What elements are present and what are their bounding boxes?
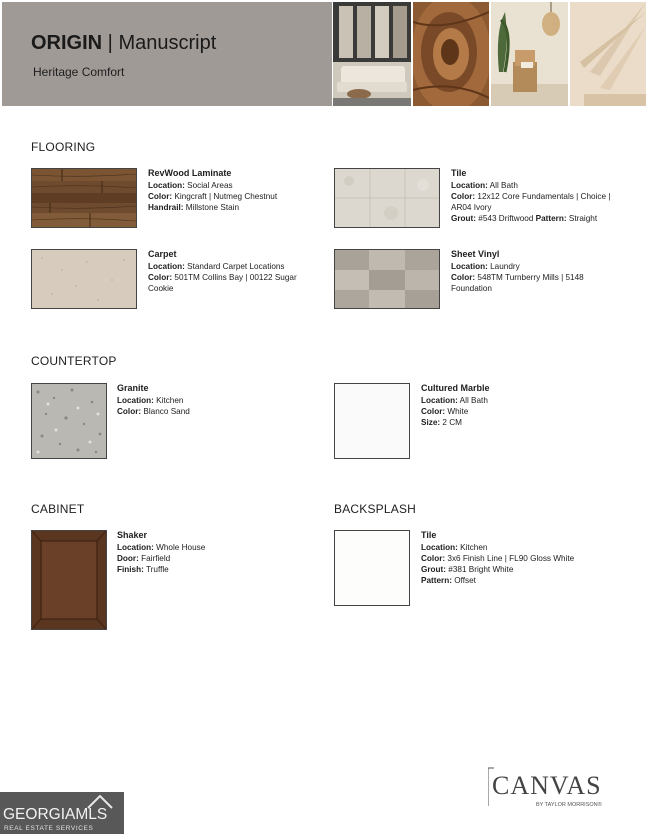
brand-name: ORIGIN [31, 32, 103, 54]
palm-leaf-photo [570, 2, 646, 106]
flooring-heading: FLOORING [31, 140, 96, 154]
backsplash-info: Tile Location: Kitchen Color: 3x6 Finish Line | FL90 Gloss White Grout: #381 Bright White Pattern: Offset [421, 530, 611, 586]
georgia-mls-text: GEORGIAMLS [3, 806, 108, 823]
laminate-swatch [31, 168, 137, 228]
wood-grain-photo [413, 2, 489, 106]
vinyl-name: Sheet Vinyl [451, 249, 500, 259]
granite-swatch [31, 383, 107, 459]
laminate-name: RevWood Laminate [148, 168, 232, 178]
title-separator: | [102, 32, 119, 54]
backsplash-name: Tile [421, 530, 437, 540]
carpet-name: Carpet [148, 249, 177, 259]
granite-name: Granite [117, 383, 149, 393]
header-banner [2, 2, 332, 106]
vinyl-info: Sheet Vinyl Location: Laundry Color: 548TM Turnberry Mills | 5148 Foundation [451, 249, 621, 294]
backsplash-heading: BACKSPLASH [334, 502, 417, 516]
carpet-swatch [31, 249, 137, 309]
collection-name: Manuscript [118, 32, 217, 54]
countertop-heading: COUNTERTOP [31, 354, 117, 368]
package-name: Heritage Comfort [33, 65, 125, 79]
chair-room-photo [491, 2, 568, 106]
tile-swatch [334, 168, 440, 228]
marble-swatch [334, 383, 410, 459]
cabinet-swatch [31, 530, 107, 630]
canvas-logo [488, 766, 623, 810]
canvas-logo-subtext: BY TAYLOR MORRISON® [536, 802, 602, 808]
marble-name: Cultured Marble [421, 383, 490, 393]
tile-info: Tile Location: All Bath Color: 12x12 Core Fundamentals | Choice | AR04 Ivory Grout: #543 Driftwood Pattern: Straight [451, 168, 621, 224]
page-title [31, 32, 216, 55]
georgia-mls-subtext: REAL ESTATE SERVICES [4, 825, 94, 832]
cabinet-info: Shaker Location: Whole House Door: Fairfield Finish: Truffle [117, 530, 297, 575]
vinyl-swatch [334, 249, 440, 309]
marble-info: Cultured Marble Location: All Bath Color: White Size: 2 CM [421, 383, 601, 428]
canvas-logo-text: CANVAS [492, 771, 602, 800]
granite-info: Granite Location: Kitchen Color: Blanco Sand [117, 383, 297, 417]
cabinet-heading: CABINET [31, 502, 85, 516]
living-room-photo [333, 2, 411, 106]
cabinet-name: Shaker [117, 530, 148, 540]
tile-name: Tile [451, 168, 467, 178]
georgia-mls-watermark [0, 792, 124, 834]
backsplash-swatch [334, 530, 410, 606]
laminate-info: RevWood Laminate Location: Social Areas Color: Kingcraft | Nutmeg Chestnut Handrail: Millstone Stain [148, 168, 316, 213]
carpet-info: Carpet Location: Standard Carpet Locations Color: 501TM Collins Bay | 00122 Sugar Cookie [148, 249, 316, 294]
